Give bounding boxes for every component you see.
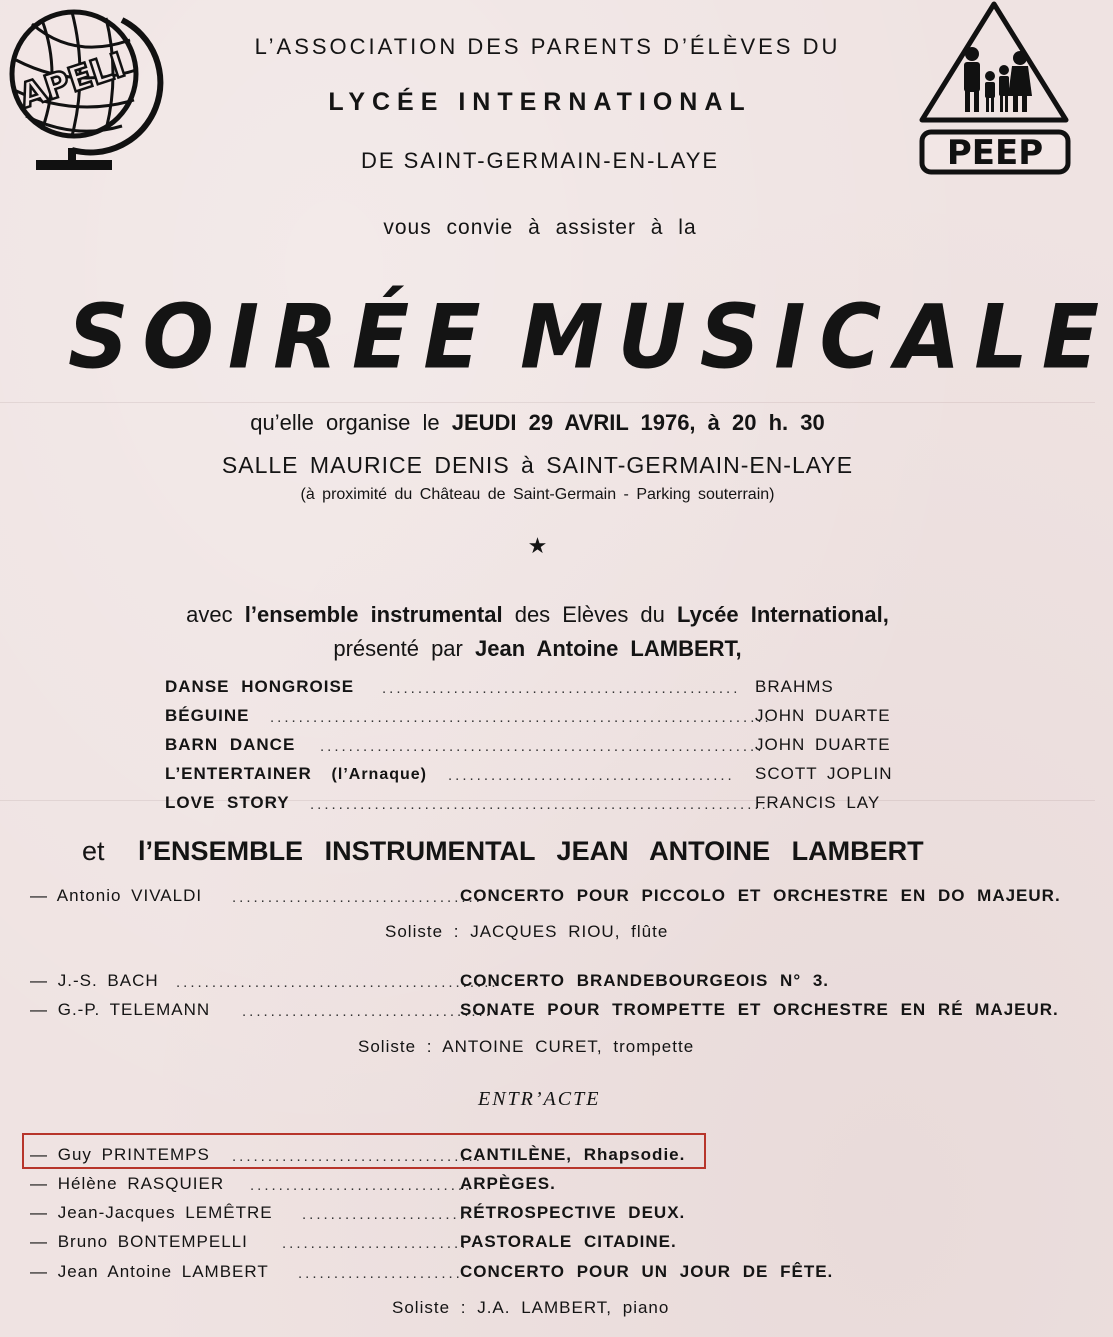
program-item-composer: JOHN DUARTE — [755, 735, 891, 754]
program-composer: — G.-P. TELEMANN — [30, 1000, 211, 1019]
invitation-line: vous convie à assister à la — [383, 216, 697, 239]
event-date-prefix: qu’elle organise le — [250, 410, 452, 435]
program-composer: — Guy PRINTEMPS — [30, 1145, 210, 1164]
program-item-composer: JOHN DUARTE — [755, 706, 891, 725]
program-work: RÉTROSPECTIVE DEUX. — [460, 1203, 686, 1222]
title-word-musicale: MUSICALE — [520, 285, 1113, 389]
leader-dots: ...................................................................... — [270, 709, 772, 726]
leader-dots: ....................... — [302, 1206, 467, 1223]
part1-intro-text: avec — [186, 602, 245, 627]
program-work: ARPÈGES. — [460, 1174, 556, 1193]
program-item-composer: BRAHMS — [755, 677, 834, 696]
peep-logo-text: PEEP — [946, 133, 1044, 173]
program-item-title-text: L’ENTERTAINER — [165, 764, 312, 783]
part1-intro-text: des Elèves du — [502, 602, 678, 627]
leader-dots: ....................... — [298, 1265, 463, 1282]
program-work: CONCERTO BRANDEBOURGEOIS N° 3. — [460, 971, 830, 990]
program-composer: — Bruno BONTEMPELLI — [30, 1232, 248, 1251]
apeli-logo-text: APELI — [14, 45, 131, 117]
program-item-title: LOVE STORY — [165, 793, 290, 812]
leader-dots: ................................... — [242, 1003, 493, 1020]
association-line: L’ASSOCIATION DES PARENTS D’ÉLÈVES DU — [254, 34, 841, 59]
program-composer: — Antonio VIVALDI — [30, 886, 203, 905]
school-name: LYCÉE INTERNATIONAL — [328, 88, 752, 116]
program-composer: — Jean-Jacques LEMÊTRE — [30, 1203, 273, 1222]
part1-intro — [0, 602, 1075, 628]
leader-dots: ................................... — [232, 889, 483, 906]
event-venue-note: (à proximité du Château de Saint-Germain - Parking souterrain) — [300, 486, 775, 503]
star-icon: ★ — [527, 533, 548, 558]
soloist-line: Soliste : ANTOINE CURET, trompette — [358, 1037, 695, 1056]
program-item-composer: SCOTT JOPLIN — [755, 764, 893, 783]
program-work: PASTORALE CITADINE. — [460, 1232, 677, 1251]
program-work: SONATE POUR TROMPETTE ET ORCHESTRE EN RÉ MAJEUR. — [460, 1000, 1059, 1019]
program-item-title: BARN DANCE — [165, 735, 296, 754]
soloist-line: Soliste : J.A. LAMBERT, piano — [392, 1298, 670, 1317]
program-item-title — [165, 764, 427, 784]
leader-dots: ................................... — [232, 1148, 483, 1165]
leader-dots: ........................................ — [448, 767, 735, 784]
program-item-title: BÉGUINE — [165, 706, 250, 725]
leader-dots: .................................................. — [382, 680, 741, 697]
soloist-line: Soliste : JACQUES RIOU, flûte — [385, 922, 669, 941]
program-work: CANTILÈNE, Rhapsodie. — [460, 1145, 686, 1164]
leader-dots: ............................... — [250, 1177, 473, 1194]
event-date-line — [0, 410, 1075, 436]
program-composer: — J.-S. BACH — [30, 971, 159, 990]
school-location: DE SAINT-GERMAIN-EN-LAYE — [360, 148, 720, 173]
part2-heading-et: et — [82, 836, 105, 866]
part2-ensemble-name: l’ENSEMBLE INSTRUMENTAL JEAN ANTOINE LAMBERT — [138, 836, 924, 866]
presenter-name: Jean Antoine LAMBERT, — [474, 636, 742, 661]
intermission-label: ENTR’ACTE — [478, 1088, 601, 1110]
program-composer: — Hélène RASQUIER — [30, 1174, 225, 1193]
event-date: JEUDI 29 AVRIL 1976, à 20 h. 30 — [451, 410, 825, 435]
leader-dots: .......................... — [282, 1235, 469, 1252]
program-work: CONCERTO POUR PICCOLO ET ORCHESTRE EN DO MAJEUR. — [460, 886, 1061, 905]
leader-dots: ................................................................ — [310, 796, 769, 813]
program-item-subtitle: (l’Arnaque) — [331, 766, 427, 783]
part1-ensemble: l’ensemble instrumental — [244, 602, 503, 627]
event-venue: SALLE MAURICE DENIS à SAINT-GERMAIN-EN-LAYE — [221, 452, 854, 478]
program-work: CONCERTO POUR UN JOUR DE FÊTE. — [460, 1262, 834, 1281]
part1-school: Lycée International, — [677, 602, 889, 627]
program-item-title: DANSE HONGROISE — [165, 677, 355, 696]
paper-fold — [0, 402, 1095, 403]
program-item-composer: FRANCIS LAY — [755, 793, 881, 812]
program-composer: — Jean Antoine LAMBERT — [30, 1262, 269, 1281]
part1-presenter — [0, 636, 1075, 662]
title-word-soiree: SOIRÉE — [68, 285, 495, 389]
leader-dots: .............................................................. — [320, 738, 765, 755]
part2-heading — [82, 836, 924, 867]
presenter-label: présenté par — [333, 636, 475, 661]
leader-dots: ............................................. — [176, 974, 499, 991]
